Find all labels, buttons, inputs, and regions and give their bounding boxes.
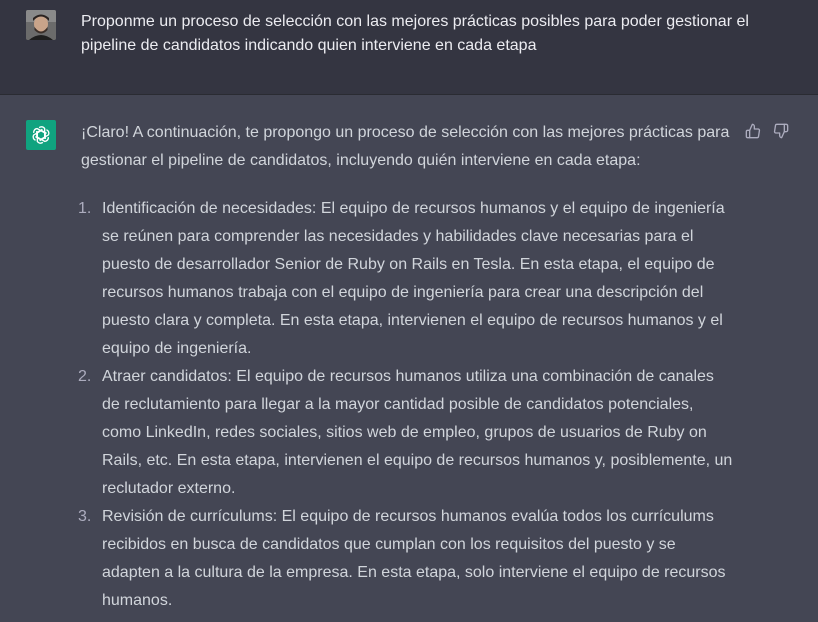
step-number: 3. [78,508,92,525]
thumbs-down-button[interactable] [773,123,789,139]
thumbs-down-icon [773,123,789,139]
assistant-intro: ¡Claro! A continuación, te propongo un proceso de selección con las mejores prácticas para gestionar el pipeline de candidatos, incluyendo quién interviene en cada etapa: [81,124,730,169]
step-number: 2. [78,368,92,385]
list-item [78,363,736,503]
user-message [0,0,818,95]
step-text: Revisión de currículums: El equipo de recursos humanos evalúa todos los currículums recibidos en busca de candidatos que cumplan con los requisitos del puesto y se adapten a la cultura de la empresa. En esta etapa, solo interviene el equipo de recursos humanos. [102,508,726,609]
list-item [78,503,736,615]
thumbs-up-button[interactable] [745,123,761,139]
thumbs-up-icon [745,123,761,139]
openai-logo-icon [26,120,56,150]
process-steps-list [78,195,736,615]
user-avatar [26,10,56,40]
user-message-text: Proponme un proceso de selección con las mejores prácticas posibles para poder gestionar el pipeline de candidatos indicando quien interviene en cada etapa [81,13,749,54]
feedback-buttons [745,123,789,139]
step-text: Identificación de necesidades: El equipo de recursos humanos y el equipo de ingeniería se reúnen para comprender las necesidades y habilidades clave necesarias para el puesto de desarrollador Senior de Ruby on Rails en Tesla. En esta etapa, el equipo de recursos humanos trabaja con el equipo de ingeniería para crear una descripción del puesto clara y completa. En esta etapa, intervienen el equipo de recursos humanos y el equipo de ingeniería. [102,200,725,357]
step-number: 1. [78,200,92,217]
list-item [78,195,736,363]
assistant-message-content [78,119,736,615]
step-text: Atraer candidatos: El equipo de recursos humanos utiliza una combinación de canales de reclutamiento para llegar a la mayor cantidad posible de candidatos potenciales, como LinkedIn, redes sociales, sitios web de empleo, grupos de usuarios de Ruby on Rails, etc. En esta etapa, intervienen el equipo de recursos humanos y, posiblemente, un reclutador externo. [102,368,733,497]
user-avatar-icon [26,10,56,40]
assistant-message [0,95,818,622]
